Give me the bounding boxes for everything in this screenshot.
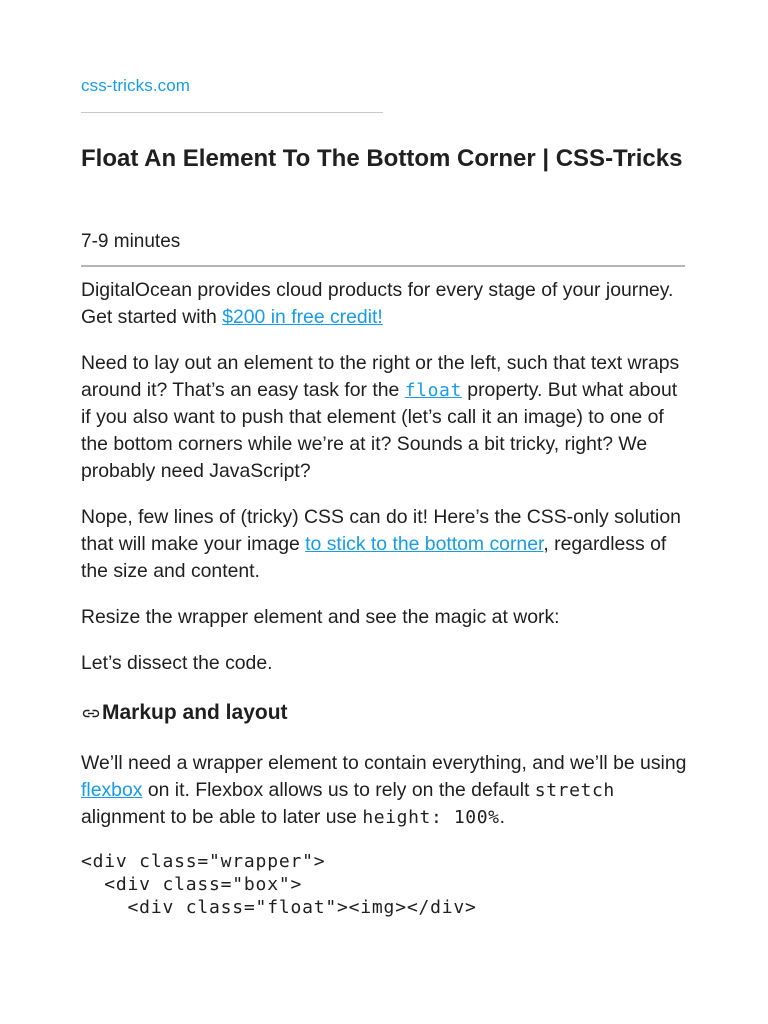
height-code: height: 100% (362, 807, 500, 828)
intro-text-after: property. But what about if you also want to push that element (let’s call it an image) to one of the bottom corners while we’re at it? Sounds a bit tricky, right? We probably need JavaScript? (81, 379, 678, 482)
dissect-paragraph: Let’s dissect the code. (81, 652, 273, 674)
article-body (81, 277, 691, 919)
article-title: Float An Element To The Bottom Corner | CSS-Tricks (81, 145, 683, 172)
code-line: <div class="wrapper"> (81, 851, 326, 872)
solution-text-before: Nope, few lines of (tricky) CSS can do it! Here’s the CSS-only solution that will make your image (81, 506, 681, 555)
sponsor-paragraph (81, 277, 691, 331)
solution-paragraph (81, 504, 691, 585)
link-icon[interactable] (81, 706, 101, 720)
float-code: float (404, 380, 462, 401)
read-time: 7-9 minutes (81, 231, 181, 252)
bottom-corner-link[interactable]: to stick to the bottom corner (305, 533, 544, 555)
source-domain-link[interactable]: css-tricks.com (81, 76, 191, 95)
solution-text-after: , regardless of the size and content. (81, 533, 667, 582)
title-divider (81, 265, 685, 267)
stretch-code: stretch (534, 780, 615, 801)
code-line: <div class="box"> (81, 874, 303, 895)
wrapper-paragraph (81, 750, 691, 831)
section-heading (81, 699, 691, 726)
flexbox-link[interactable]: flexbox (81, 779, 143, 801)
sponsor-text: DigitalOcean provides cloud products for every stage of your journey. Get started with (81, 279, 674, 328)
resize-paragraph: Resize the wrapper element and see the magic at work: (81, 606, 560, 628)
wrapper-text-after: . (499, 806, 505, 828)
code-block (81, 850, 691, 919)
wrapper-text-mid2: alignment to be able to later use (81, 806, 363, 828)
free-credit-link[interactable]: $200 in free credit! (222, 306, 383, 328)
intro-text-before: Need to lay out an element to the right or the left, such that text wraps around it? That’s an easy task for the (81, 352, 680, 401)
section-heading-text: Markup and layout (102, 701, 288, 724)
wrapper-text-before: We’ll need a wrapper element to contain everything, and we’ll be using (81, 752, 687, 774)
float-property-link[interactable] (405, 379, 462, 401)
code-line: <div class="float"><img></div> (81, 897, 477, 918)
wrapper-text-mid: on it. Flexbox allows us to rely on the default (142, 779, 535, 801)
domain-divider (81, 112, 383, 113)
intro-paragraph (81, 350, 691, 485)
